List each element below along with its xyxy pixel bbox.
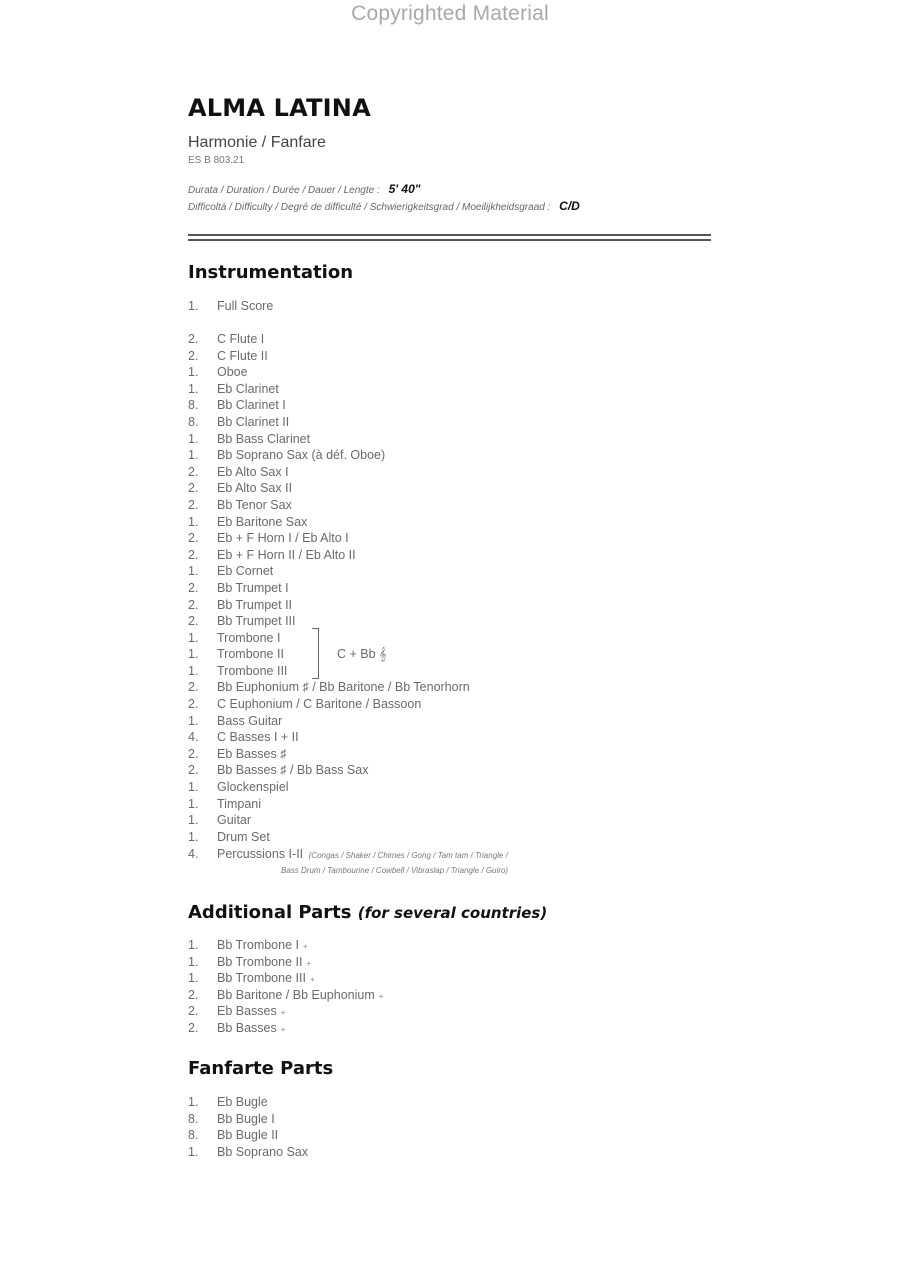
item-name: Bb Bugle I	[217, 1111, 275, 1126]
additional-parts-title: Additional Parts	[188, 902, 352, 923]
item-quantity: 2.	[188, 547, 199, 562]
list-item	[188, 547, 470, 564]
percussion-list	[188, 846, 508, 863]
item-quantity: 2.	[188, 763, 199, 778]
item-quantity: 2.	[188, 332, 199, 346]
item-name: Bass Guitar	[217, 713, 283, 728]
list-item	[188, 397, 470, 414]
list-item	[188, 713, 470, 730]
list-item	[188, 1111, 308, 1128]
item-name: Bb Trombone I	[217, 938, 299, 952]
item-name: Eb Baritone Sax	[217, 514, 308, 529]
item-name: C Euphonium / C Baritone / Bassoon	[217, 697, 422, 712]
item-quantity: 1.	[188, 299, 199, 313]
item-quantity: 2.	[188, 680, 199, 695]
list-item	[188, 381, 470, 398]
item-name: Trombone I	[217, 630, 281, 645]
item-quantity: 1.	[188, 713, 199, 728]
item-quantity: 2.	[188, 746, 199, 761]
list-item	[188, 497, 470, 514]
item-name: Trombone III	[217, 663, 288, 678]
item-name: Bb Euphonium ♯ / Bb Baritone / Bb Tenorhorn	[217, 680, 470, 695]
list-item	[188, 364, 470, 381]
list-item	[188, 1020, 383, 1037]
list-item	[188, 729, 470, 746]
list-item	[188, 1003, 383, 1020]
item-quantity: 8.	[188, 414, 199, 429]
list-item	[188, 514, 470, 531]
trombone-brace-label: C + Bb 𝄞	[337, 647, 387, 661]
fanfare-parts-heading: Fanfarte Parts	[188, 1058, 334, 1079]
item-mark: +	[378, 991, 384, 1001]
list-item	[188, 348, 470, 365]
item-name: Bb Clarinet II	[217, 414, 290, 429]
item-quantity: 1.	[188, 971, 199, 986]
page-title: ALMA LATINA	[188, 94, 371, 122]
item-quantity: 1.	[188, 564, 199, 579]
list-item	[188, 1094, 308, 1111]
item-mark: +	[309, 975, 315, 985]
item-name: Eb Alto Sax I	[217, 464, 289, 479]
item-name: Timpani	[217, 796, 261, 811]
list-item	[188, 1127, 308, 1144]
additional-parts-heading	[188, 902, 547, 923]
item-quantity: 1.	[188, 938, 199, 952]
catalog-code: ES B 803.21	[188, 155, 245, 166]
item-name: Eb Cornet	[217, 564, 274, 579]
list-item	[188, 646, 470, 663]
item-name: Bb Trombone III	[217, 971, 306, 986]
list-item	[188, 580, 470, 597]
item-quantity: 1.	[188, 647, 199, 662]
item-quantity: 1.	[188, 630, 199, 645]
item-quantity: 1.	[188, 431, 199, 446]
list-item	[188, 812, 470, 829]
item-name: Bb Baritone / Bb Euphonium	[217, 987, 375, 1002]
item-name: Eb Basses ♯	[217, 746, 287, 761]
divider-bottom	[188, 239, 711, 241]
item-quantity: 1.	[188, 1095, 199, 1109]
instrument-list	[188, 331, 470, 845]
duration-line	[188, 182, 420, 196]
difficulty-value: C/D	[559, 199, 580, 213]
additional-parts-note: (for several countries)	[357, 904, 548, 922]
item-mark: +	[280, 1008, 286, 1018]
item-quantity: 1.	[188, 663, 199, 678]
list-item	[188, 796, 470, 813]
additional-parts-list	[188, 937, 383, 1037]
item-mark: +	[303, 942, 308, 951]
list-item	[188, 447, 470, 464]
instrumentation-heading: Instrumentation	[188, 262, 354, 283]
item-quantity: 2.	[188, 597, 199, 612]
item-quantity: 2.	[188, 614, 199, 629]
item-quantity: 8.	[188, 398, 199, 413]
item-name: Eb Alto Sax II	[217, 481, 293, 496]
list-item	[188, 597, 470, 614]
item-name: Eb Basses	[217, 1004, 277, 1019]
list-item	[188, 563, 470, 580]
list-item	[188, 530, 470, 547]
item-name: Bb Tenor Sax	[217, 497, 292, 512]
list-item	[188, 613, 470, 630]
item-name: Drum Set	[217, 829, 270, 844]
item-quantity: 1.	[188, 796, 199, 811]
difficulty-line	[188, 199, 580, 213]
list-item	[188, 331, 470, 348]
item-name: Bb Soprano Sax (à déf. Oboe)	[217, 448, 386, 463]
duration-value: 5' 40"	[388, 182, 421, 196]
item-quantity: 2.	[188, 348, 199, 363]
item-name: Bb Basses	[217, 1020, 277, 1035]
item-name: Bb Soprano Sax	[217, 1144, 309, 1159]
item-quantity: 1.	[188, 829, 199, 844]
item-quantity: 1.	[188, 954, 199, 969]
divider-top	[188, 234, 711, 236]
percussion-detail: (Congas / Shaker / Chimes / Gong / Tam tam / Triangle /	[308, 851, 508, 860]
item-quantity: 1.	[188, 448, 199, 463]
item-mark: +	[306, 958, 312, 968]
item-name: Bb Basses ♯ / Bb Bass Sax	[217, 763, 369, 778]
item-name: Trombone II	[217, 647, 284, 662]
item-name: Bb Bugle II	[217, 1128, 279, 1143]
item-name: Bb Trombone II	[217, 954, 303, 969]
duration-label: Durata / Duration / Durée / Dauer / Lengte :	[188, 185, 380, 196]
item-name: Percussions I-II	[217, 847, 304, 861]
item-quantity: 2.	[188, 481, 199, 496]
item-quantity: 4.	[188, 730, 199, 745]
list-item	[188, 679, 470, 696]
item-name: Oboe	[217, 365, 248, 380]
item-mark: +	[280, 1024, 286, 1034]
item-quantity: 2.	[188, 497, 199, 512]
item-quantity: 2.	[188, 987, 199, 1002]
copyright-watermark: Copyrighted Material	[351, 2, 549, 25]
item-name: Eb Bugle	[217, 1095, 268, 1109]
list-item	[188, 954, 383, 971]
item-name: Bb Trumpet II	[217, 597, 293, 612]
item-name: Glockenspiel	[217, 780, 289, 795]
fanfare-parts-list	[188, 1094, 308, 1160]
item-quantity: 2.	[188, 531, 199, 546]
item-name: Full Score	[217, 299, 274, 313]
list-item	[188, 779, 470, 796]
list-item	[188, 663, 470, 680]
list-item	[188, 431, 470, 448]
trombone-brace	[312, 628, 319, 679]
list-item	[188, 464, 470, 481]
item-quantity: 1.	[188, 381, 199, 396]
list-item	[188, 970, 383, 987]
item-name: Bb Trumpet III	[217, 614, 296, 629]
item-quantity: 2.	[188, 580, 199, 595]
item-quantity: 2.	[188, 464, 199, 479]
item-quantity: 1.	[188, 780, 199, 795]
list-item-percussion	[188, 846, 508, 863]
item-quantity: 1.	[188, 365, 199, 380]
item-name: Guitar	[217, 813, 252, 828]
subtitle: Harmonie / Fanfare	[188, 134, 326, 151]
item-quantity: 4.	[188, 847, 199, 861]
list-item	[188, 987, 383, 1004]
item-quantity: 1.	[188, 1144, 199, 1159]
list-item	[188, 298, 273, 315]
difficulty-label: Difficoltà / Difficulty / Degré de difficulté / Schwierigkeitsgrad / Moeilijkheidsgraad :	[188, 202, 551, 213]
list-item	[188, 762, 470, 779]
list-item	[188, 829, 470, 846]
item-name: C Basses I + II	[217, 730, 299, 745]
item-name: Bb Clarinet I	[217, 398, 286, 413]
list-item	[188, 630, 470, 647]
list-item	[188, 414, 470, 431]
item-name: C Flute I	[217, 332, 265, 346]
item-name: Bb Trumpet I	[217, 580, 289, 595]
item-name: Eb + F Horn I / Eb Alto I	[217, 531, 349, 546]
item-quantity: 8.	[188, 1111, 199, 1126]
item-quantity: 8.	[188, 1128, 199, 1143]
item-name: Eb + F Horn II / Eb Alto II	[217, 547, 356, 562]
item-name: Bb Bass Clarinet	[217, 431, 311, 446]
item-quantity: 1.	[188, 514, 199, 529]
list-item	[188, 937, 383, 954]
item-quantity: 2.	[188, 1004, 199, 1019]
list-item	[188, 480, 470, 497]
percussion-detail-continued: Bass Drum / Tambourine / Cowbell / Vibraslap / Triangle / Guiro)	[281, 866, 509, 875]
item-quantity: 1.	[188, 813, 199, 828]
list-item	[188, 746, 470, 763]
score-list	[188, 298, 273, 315]
item-name: C Flute II	[217, 348, 268, 363]
item-name: Eb Clarinet	[217, 381, 279, 396]
item-quantity: 2.	[188, 1020, 199, 1035]
list-item	[188, 696, 470, 713]
list-item	[188, 1144, 308, 1161]
item-quantity: 2.	[188, 697, 199, 712]
